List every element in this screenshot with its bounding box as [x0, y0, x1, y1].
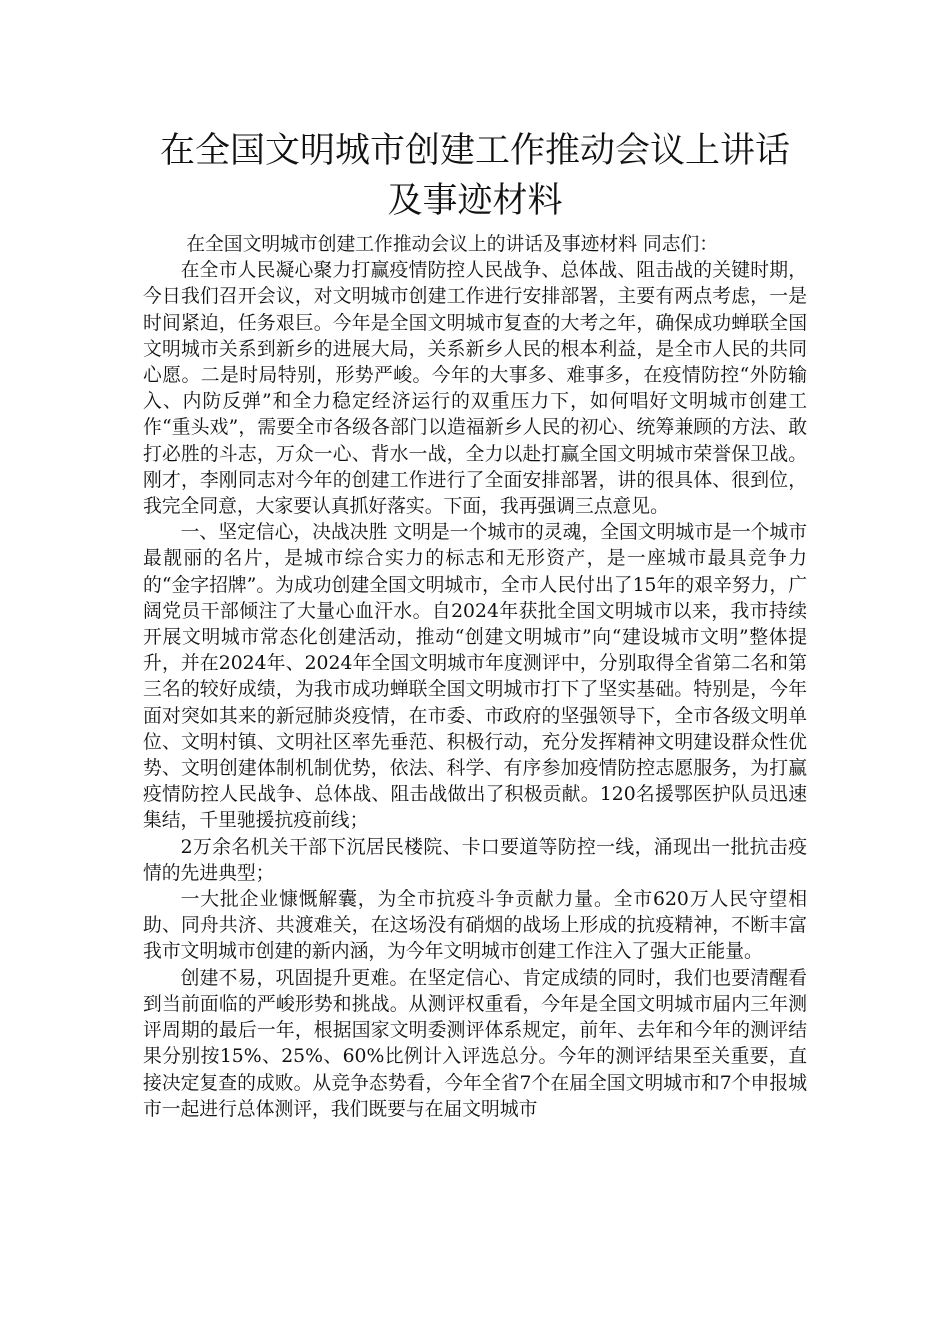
paragraph: 一、坚定信心，决战决胜 文明是一个城市的灵魂，全国文明城市是一个城市最靓丽的名片，是城市综合实力的标志和无形资产，是一座城市最具竞争力的“金字招牌”。为成功创建全国文明城市，全市人民付出了15年的艰辛努力，广阔党员干部倾注了大量心血汗水。自2024年获批全国文明城市以来，我市持续开展文明城市常态化创建活动，推动“创建文明城市”向“建设城市文明”整体提升，并在2024年、2024年全国文明城市年度测评中，分别取得全省第二名和第三名的较好成绩，为我市成功蝉联全国文明城市打下了坚实基础。特别是，今年面对突如其来的新冠肺炎疫情，在市委、市政府的坚强领导下，全市各级文明单位、文明村镇、文明社区率先垂范、积极行动，充分发挥精神文明建设群众性优势、文明创建体制机制优势，依法、科学、有序参加疫情防控志愿服务，为打赢疫情防控人民战争、总体战、阻击战做出了积极贡献。120名援鄂医护队员迅速集结，千里驰援抗疫前线；: [143, 522, 807, 832]
document-title: [143, 126, 807, 226]
paragraph: 一大批企业慷慨解囊，为全市抗疫斗争贡献力量。全市620万人民守望相助、同舟共济、共渡难关，在这场没有硝烟的战场上形成的抗疫精神，不断丰富我市文明城市创建的新内涵，为今年文明城市创建工作注入了强大正能量。: [143, 889, 807, 963]
paragraph: 创建不易，巩固提升更难。在坚定信心、肯定成绩的同时，我们也要清醒看到当前面临的严峻形势和挑战。从测评权重看，今年是全国文明城市届内三年测评周期的最后一年，根据国家文明委测评体系规定，前年、去年和今年的测评结果分别按15%、25%、60%比例计入评选总分。今年的测评结果至关重要，直接决定复查的成败。从竞争态势看，今年全省7个在届全国文明城市和7个申报城市一起进行总体测评，我们既要与在届文明城市: [143, 967, 807, 1120]
title-line-2: 及事迹材料: [387, 181, 563, 221]
paragraph-intro: 在全国文明城市创建工作推动会议上的讲话及事迹材料 同志们：: [186, 234, 719, 255]
title-line-1: 在全国文明城市创建工作推动会议上讲话: [159, 131, 790, 171]
paragraph: 2万余名机关干部下沉居民楼院、卡口要道等防控一线，涌现出一批抗击疫情的先进典型；: [143, 836, 807, 884]
document-body: [143, 232, 807, 1123]
paragraph: 在全市人民凝心聚力打赢疫情防控人民战争、总体战、阻击战的关键时期，今日我们召开会议，对文明城市创建工作进行安排部署，主要有两点考虑，一是时间紧迫，任务艰巨。今年是全国文明城市复查的大考之年，确保成功蝉联全国文明城市关系到新乡的进展大局，关系新乡人民的根本利益，是全市人民的共同心愿。二是时局特别，形势严峻。今年的大事多、难事多，在疫情防控“外防输入、内防反弹”和全力稳定经济运行的双重压力下，如何唱好文明城市创建工作“重头戏”，需要全市各级各部门以造福新乡人民的初心、统筹兼顾的方法、敢打必胜的斗志，万众一心、背水一战，全力以赴打赢全国文明城市荣誉保卫战。刚才，李刚同志对今年的创建工作进行了全面安排部署，讲的很具体、很到位，我完全同意，大家要认真抓好落实。下面，我再强调三点意见。: [143, 260, 807, 518]
